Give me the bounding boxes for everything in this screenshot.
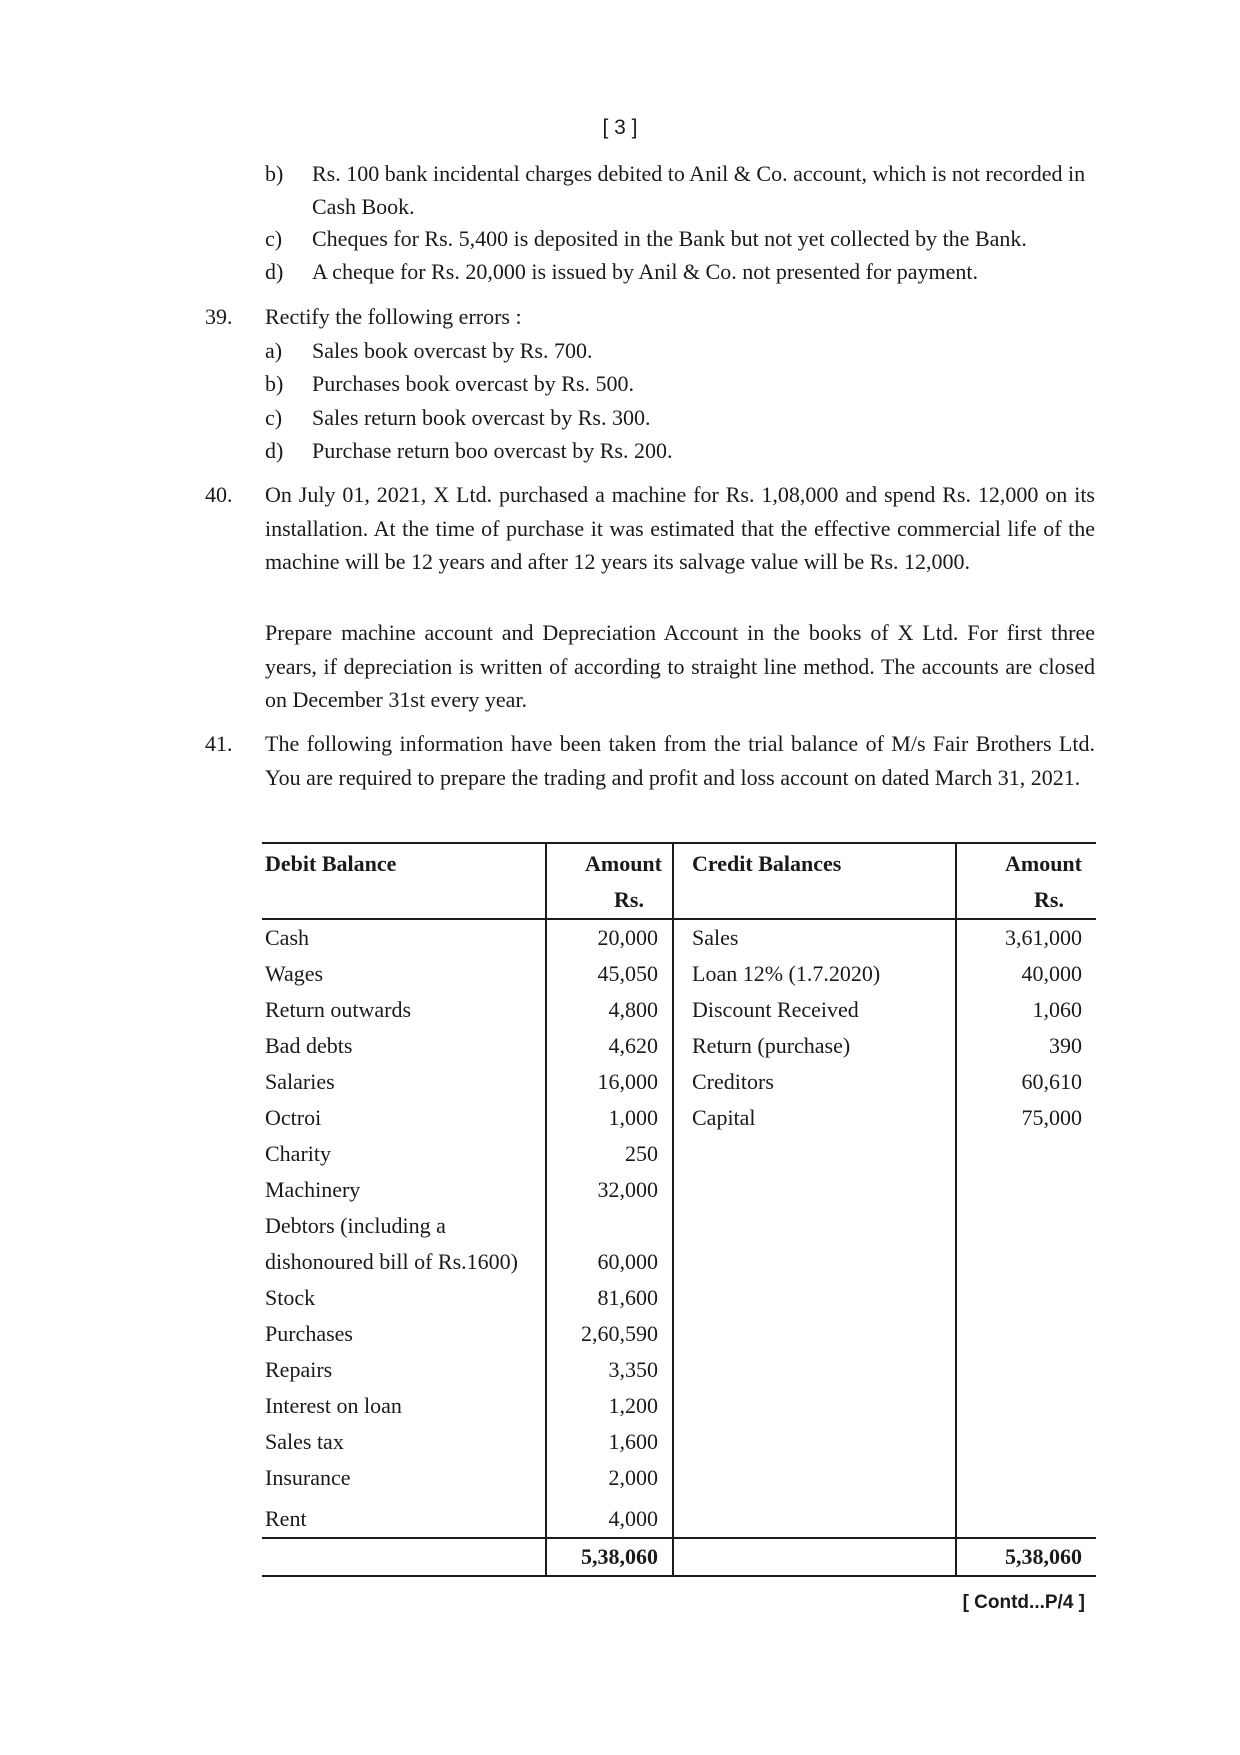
table-row [262,1316,1096,1352]
header-amount-debit [546,843,673,919]
table-row [262,1244,1096,1280]
item-text: A cheque for Rs. 20,000 is issued by Anil & Co. not presented for payment. [312,259,979,284]
item-label: d) [265,259,284,284]
question-39 [205,300,1095,334]
debit-cell: Debtors (including a [262,1208,546,1244]
debit-amount-cell: 32,000 [546,1172,673,1208]
debit-cell: Purchases [262,1316,546,1352]
item-text: Sales book overcast by Rs. 700. [312,338,593,363]
item-label: c) [265,226,283,251]
debit-amount-cell: 4,000 [546,1496,673,1538]
q38-item-c [265,222,1095,255]
table-row [262,1424,1096,1460]
total-credit-label [673,1538,956,1576]
item-text: Rs. 100 bank incidental charges debited to Anil & Co. account, which is not recorded in Cash Book. [312,161,1086,219]
item-text: Purchase return boo overcast by Rs. 200. [312,438,673,463]
question-41 [205,727,1095,794]
table-row [262,919,1096,956]
table-row [262,1208,1096,1244]
header-amount-credit [956,843,1096,919]
debit-amount-cell [546,1208,673,1244]
credit-cell [673,1244,956,1280]
debit-amount-cell: 81,600 [546,1280,673,1316]
item-label: d) [265,438,284,463]
credit-cell [673,1172,956,1208]
credit-cell: Discount Received [673,992,956,1028]
q39-item-d [265,434,1095,467]
table-row [262,1352,1096,1388]
credit-amount-cell [956,1172,1096,1208]
q39-item-c [265,401,1095,434]
q39-item-b [265,367,1095,400]
question-40-paragraph-2: Prepare machine account and Depreciation Account in the books of X Ltd. For first three years, if depreciation is written of according to straight line method. The accounts are closed on December 31st every year. [265,620,1095,712]
credit-amount-cell [956,1136,1096,1172]
debit-cell: Charity [262,1136,546,1172]
debit-amount-cell: 2,60,590 [546,1316,673,1352]
table-row [262,1136,1096,1172]
item-label: c) [265,405,283,430]
table-row [262,992,1096,1028]
credit-amount-cell: 40,000 [1021,961,1082,986]
header-rs-label: Rs. [614,887,644,912]
credit-cell: Sales [673,919,956,956]
debit-amount-cell: 20,000 [546,919,673,956]
debit-cell: Rent [262,1496,546,1538]
debit-cell: Bad debts [262,1028,546,1064]
credit-cell: Creditors [673,1064,956,1100]
credit-amount-cell [956,1424,1096,1460]
debit-amount-cell: 3,350 [546,1352,673,1388]
debit-amount-cell: 1,000 [546,1100,673,1136]
debit-cell: Octroi [262,1100,546,1136]
credit-cell [673,1496,956,1538]
trial-balance-table [262,842,1096,1577]
header-rs-label: Rs. [1034,887,1064,912]
debit-cell: Wages [262,956,546,992]
credit-amount-cell: 390 [1049,1033,1082,1058]
debit-cell: Interest on loan [262,1388,546,1424]
credit-amount-cell [956,1244,1096,1280]
debit-amount-cell: 16,000 [546,1064,673,1100]
question-text: Rectify the following errors : [265,304,522,329]
credit-amount-cell [956,1460,1096,1496]
debit-cell: Cash [262,919,546,956]
question-number: 41. [205,731,233,756]
q38-item-b [265,157,1095,223]
credit-amount-cell [956,1388,1096,1424]
header-amount-label: Amount [584,851,662,876]
header-credit: Credit Balances [673,843,956,919]
header-debit: Debit Balance [262,843,546,919]
q38-item-d [265,255,1095,288]
debit-amount-cell: 45,050 [546,956,673,992]
continued-footer: [ Contd...P/4 ] [962,1592,1085,1613]
debit-cell: Salaries [262,1064,546,1100]
credit-cell: Loan 12% (1.7.2020) [673,956,956,992]
table-row [262,1388,1096,1424]
debit-cell: Sales tax [262,1424,546,1460]
table-row [262,956,1096,992]
credit-cell [673,1460,956,1496]
credit-amount-cell [956,1496,1096,1538]
debit-amount-cell: 1,600 [546,1424,673,1460]
question-number: 39. [205,304,233,329]
debit-cell: dishonoured bill of Rs.1600) [262,1244,546,1280]
item-label: b) [265,161,284,186]
debit-amount-cell: 250 [546,1136,673,1172]
table-row [262,1172,1096,1208]
credit-cell [673,1352,956,1388]
credit-cell [673,1136,956,1172]
table-row [262,1100,1096,1136]
credit-cell [673,1388,956,1424]
debit-amount-cell: 2,000 [546,1460,673,1496]
credit-cell: Return (purchase) [673,1028,956,1064]
credit-cell [673,1424,956,1460]
item-label: a) [265,338,283,363]
credit-cell [673,1280,956,1316]
debit-amount-cell: 60,000 [546,1244,673,1280]
header-amount-label: Amount [1004,851,1082,876]
credit-amount-cell: 75,000 [1021,1105,1082,1130]
credit-amount-cell [956,1280,1096,1316]
table-row [262,1496,1096,1538]
question-number: 40. [205,482,233,507]
table-row [262,1460,1096,1496]
credit-amount-cell [956,1316,1096,1352]
credit-cell [673,1208,956,1244]
item-text: Sales return book overcast by Rs. 300. [312,405,651,430]
credit-amount-cell: 60,610 [1021,1069,1082,1094]
item-text: Cheques for Rs. 5,400 is deposited in the Bank but not yet collected by the Bank. [312,226,1027,251]
debit-amount-cell: 4,800 [546,992,673,1028]
debit-amount-cell: 4,620 [546,1028,673,1064]
question-text: The following information have been taken from the trial balance of M/s Fair Brothers Ltd. You are required to prepare the trading and profit and loss account on dated March 31, 2021. [265,731,1095,790]
table-row [262,1064,1096,1100]
item-label: b) [265,371,284,396]
item-text: Purchases book overcast by Rs. 500. [312,371,635,396]
debit-cell: Machinery [262,1172,546,1208]
total-debit-label [262,1538,546,1576]
credit-amount-cell: 3,61,000 [1005,925,1082,950]
credit-amount-cell [956,1352,1096,1388]
credit-cell: Capital [673,1100,956,1136]
table-row [262,1028,1096,1064]
total-debit-amount: 5,38,060 [546,1538,673,1576]
debit-cell: Repairs [262,1352,546,1388]
question-text: On July 01, 2021, X Ltd. purchased a machine for Rs. 1,08,000 and spend Rs. 12,000 on its installation. At the time of purchase it was estimated that the effective commercial life of the machine will be 12 years and after 12 years its salvage value will be Rs. 12,000. [265,482,1095,574]
debit-amount-cell: 1,200 [546,1388,673,1424]
total-credit-amount: 5,38,060 [1005,1544,1082,1569]
debit-cell: Stock [262,1280,546,1316]
credit-cell [673,1316,956,1352]
debit-cell: Insurance [262,1460,546,1496]
debit-cell: Return outwards [262,992,546,1028]
total-row [262,1538,1096,1576]
question-40 [205,478,1095,579]
table-row [262,1280,1096,1316]
credit-amount-cell: 1,060 [1032,997,1082,1022]
page-number: [ 3 ] [602,116,638,139]
credit-amount-cell [956,1208,1096,1244]
q39-item-a [265,334,1095,367]
